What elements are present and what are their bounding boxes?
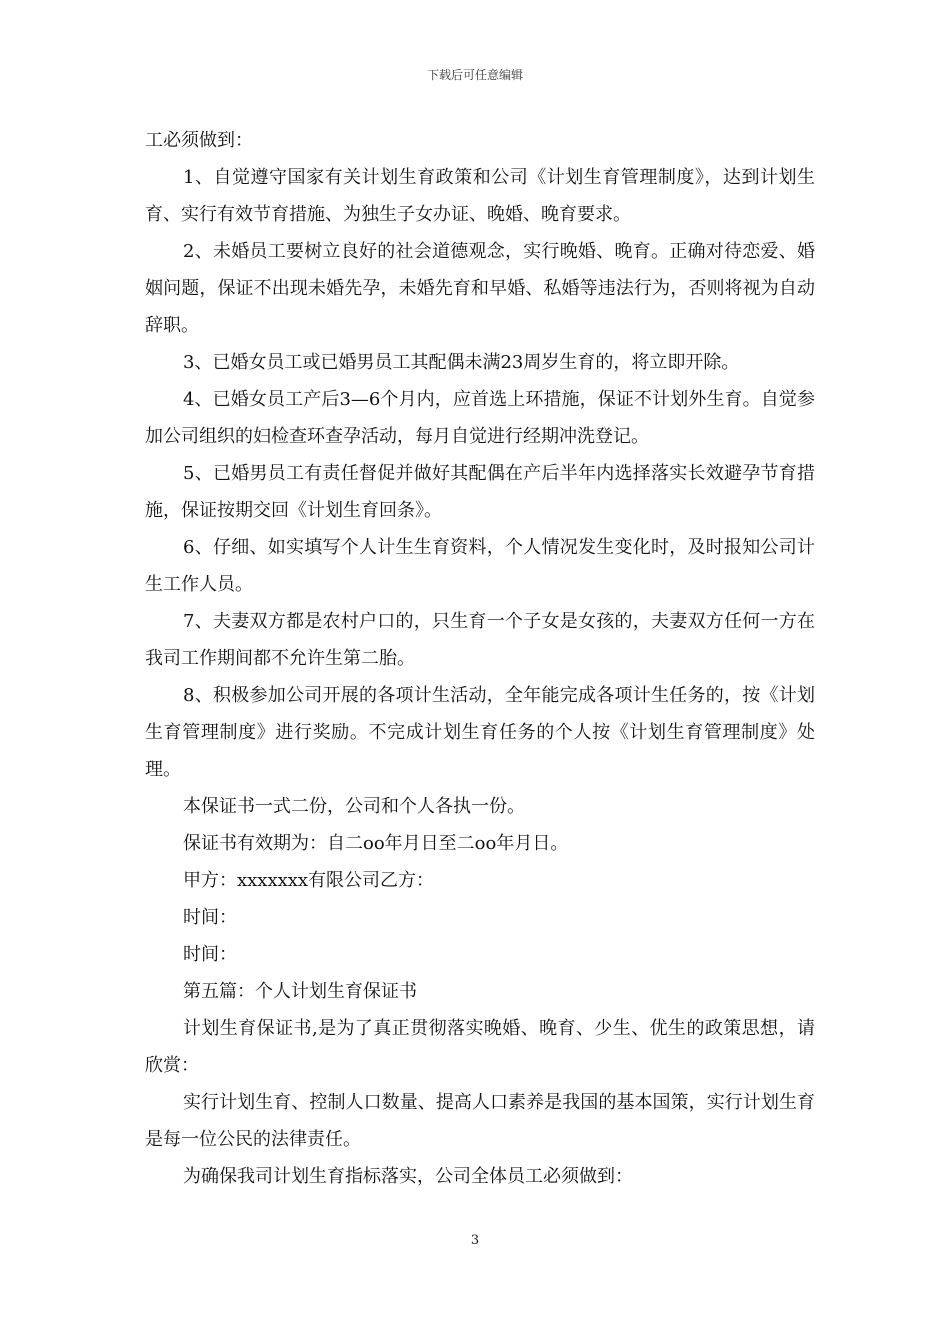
- paragraph-item-3: 3、已婚女员工或已婚男员工其配偶未满23周岁生育的，将立即开除。: [183, 352, 740, 373]
- paragraph-item-7: 7、夫妻双方都是农村户口的，只生育一个子女是女孩的，夫妻双方任何一方在我司工作期间都不允许生第二胎。: [145, 611, 815, 669]
- paragraph-parties: 甲方：xxxxxxx有限公司乙方：: [183, 870, 435, 891]
- paragraph-validity: 保证书有效期为：自二oo年月日至二oo年月日。: [183, 833, 569, 854]
- paragraph-item-4: 4、已婚女员工产后3—6个月内，应首选上环措施，保证不计划外生育。自觉参加公司组织的妇检查环查孕活动，每月自觉进行经期冲洗登记。: [145, 389, 815, 447]
- paragraph-copies: 本保证书一式二份，公司和个人各执一份。: [183, 796, 525, 817]
- paragraph-requirements: 为确保我司计划生育指标落实，公司全体员工必须做到：: [183, 1166, 633, 1187]
- paragraph-item-6: 6、仔细、如实填写个人计生生育资料，个人情况发生变化时，及时报知公司计生工作人员。: [145, 537, 815, 595]
- paragraph-item-8: 8、积极参加公司开展的各项计生活动，全年能完成各项计生任务的，按《计划生育管理制度》进行奖励。不完成计划生育任务的个人按《计划生育管理制度》处理。: [145, 685, 815, 780]
- paragraph-policy: 实行计划生育、控制人口数量、提高人口素养是我国的基本国策，实行计划生育是每一位公民的法律责任。: [145, 1092, 815, 1150]
- paragraph-item-5: 5、已婚男员工有责任督促并做好其配偶在产后半年内选择落实长效避孕节育措施，保证按期交回《计划生育回条》。: [145, 463, 815, 521]
- paragraph-continuation: 工必须做到：: [145, 130, 253, 151]
- paragraph-time-1: 时间：: [183, 907, 237, 928]
- paragraph-time-2: 时间：: [183, 944, 237, 965]
- page-number: 3: [470, 1233, 480, 1248]
- section-heading: 第五篇：个人计划生育保证书: [183, 981, 417, 1002]
- document-body: [145, 122, 815, 1195]
- paragraph-item-2: 2、未婚员工要树立良好的社会道德观念，实行晚婚、晚育。正确对待恋爱、婚姻问题，保证不出现未婚先孕，未婚先育和早婚、私婚等违法行为，否则将视为自动辞职。: [145, 241, 815, 336]
- paragraph-intro: 计划生育保证书,是为了真正贯彻落实晚婚、晚育、少生、优生的政策思想，请欣赏：: [145, 1018, 815, 1076]
- paragraph-item-1: 1、自觉遵守国家有关计划生育政策和公司《计划生育管理制度》，达到计划生育、实行有效节育措施、为独生子女办证、晚婚、晚育要求。: [145, 167, 815, 225]
- page-header: 下载后可任意编辑: [426, 68, 523, 82]
